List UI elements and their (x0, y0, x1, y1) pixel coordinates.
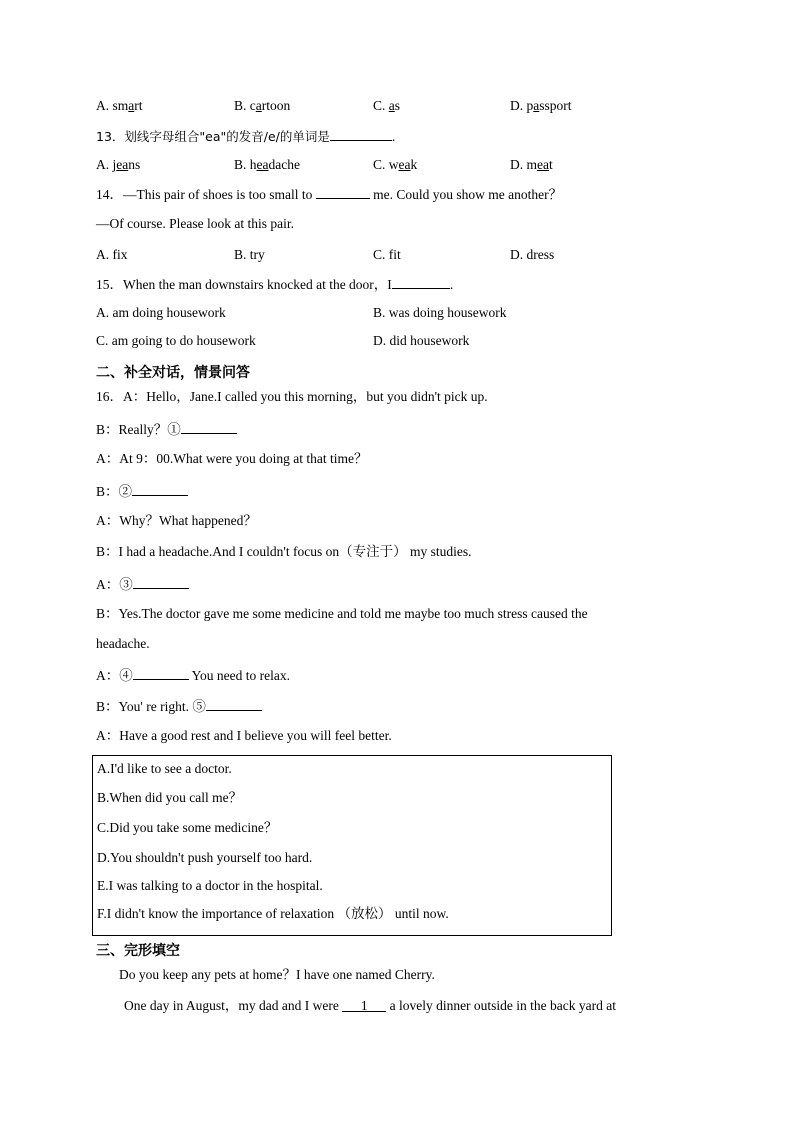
q13-option-c[interactable]: C. weak (373, 157, 418, 172)
dialog-line-10: B：You' re right. ⑤ (96, 696, 262, 716)
q15-options-row2 (96, 332, 706, 350)
dialog-option-b[interactable]: B.When did you call me？ (97, 790, 243, 805)
q12-option-a[interactable]: A. smart (96, 98, 143, 113)
dialog-line-3: A：At 9：00.What were you doing at that time？ (96, 451, 368, 466)
q15-stem: 15．When the man downstairs knocked at the door，I . (96, 274, 453, 294)
dialog-line-5: A：Why？What happened？ (96, 513, 257, 528)
q14-option-a[interactable]: A. fix (96, 247, 128, 262)
q15-option-c[interactable]: C. am going to do housework (96, 333, 256, 348)
dialog-option-e[interactable]: E.I was talking to a doctor in the hospital. (97, 878, 323, 893)
dialog-option-d[interactable]: D.You shouldn't push yourself too hard. (97, 850, 313, 865)
q13-stem: 13．划线字母组合"ea"的发音/e/的单词是 . (96, 126, 395, 146)
dialog-option-c[interactable]: C.Did you take some medicine？ (97, 820, 278, 835)
q15-blank[interactable] (392, 274, 450, 289)
dialog-line-9: A：④ You need to relax. (96, 665, 290, 685)
q15-option-b[interactable]: B. was doing housework (373, 305, 507, 320)
q12-option-c[interactable]: C. as (373, 98, 401, 113)
dialog-blank-4[interactable] (133, 665, 189, 680)
q15-option-a[interactable]: A. am doing housework (96, 305, 226, 320)
cloze-paragraph-1: Do you keep any pets at home？I have one named Cherry. (119, 967, 435, 982)
q13-option-d[interactable]: D. meat (510, 157, 553, 172)
dialog-options-box (92, 755, 612, 936)
dialog-line-2: B：Really？① (96, 419, 237, 439)
q13-option-b[interactable]: B. headache (234, 157, 300, 172)
q13-options (96, 156, 706, 174)
dialog-option-f[interactable]: F.I didn't know the importance of relaxation （放松） until now. (97, 906, 449, 921)
q14-answer-line: —Of course. Please look at this pair. (96, 216, 294, 231)
q12-option-b[interactable]: B. cartoon (234, 98, 291, 113)
dialog-line-4: B：② (96, 481, 188, 501)
q12-option-d[interactable]: D. passport (510, 98, 572, 113)
q14-option-b[interactable]: B. try (234, 247, 265, 262)
dialog-blank-3[interactable] (133, 574, 189, 589)
dialog-line-8: B：Yes.The doctor gave me some medicine and told me maybe too much stress caused the (96, 606, 588, 621)
q15-options-row1 (96, 304, 706, 322)
q14-blank[interactable] (316, 184, 370, 199)
q13-blank[interactable] (330, 126, 392, 141)
cloze-paragraph-2: One day in August，my dad and I were 1 a lovely dinner outside in the back yard at (124, 998, 617, 1013)
dialog-blank-1[interactable] (181, 419, 237, 434)
q14-stem: 14．—This pair of shoes is too small to me. Could you show me another？ (96, 184, 562, 204)
q15-option-d[interactable]: D. did housework (373, 333, 470, 348)
dialog-option-a[interactable]: A.I'd like to see a doctor. (97, 761, 232, 776)
q14-options (96, 246, 706, 264)
dialog-line-11: A：Have a good rest and I believe you will feel better. (96, 728, 392, 743)
dialog-line-6: B：I had a headache.And I couldn't focus on（专注于） my studies. (96, 544, 472, 559)
q12-options (96, 97, 706, 115)
q14-option-c[interactable]: C. fit (373, 247, 401, 262)
q14-option-d[interactable]: D. dress (510, 247, 555, 262)
section-2-title: 二、补全对话，情景问答 (96, 365, 250, 381)
dialog-line-7: A：③ (96, 574, 189, 594)
dialog-line-1: 16．A：Hello，Jane.I called you this morning，but you didn't pick up. (96, 389, 488, 404)
cloze-blank-1[interactable]: 1 (342, 997, 386, 1012)
section-3-title: 三、完形填空 (96, 943, 180, 959)
dialog-blank-2[interactable] (132, 481, 188, 496)
dialog-line-8-cont: headache. (96, 636, 150, 651)
q13-option-a[interactable]: A. jeans (96, 157, 141, 172)
dialog-blank-5[interactable] (206, 696, 262, 711)
